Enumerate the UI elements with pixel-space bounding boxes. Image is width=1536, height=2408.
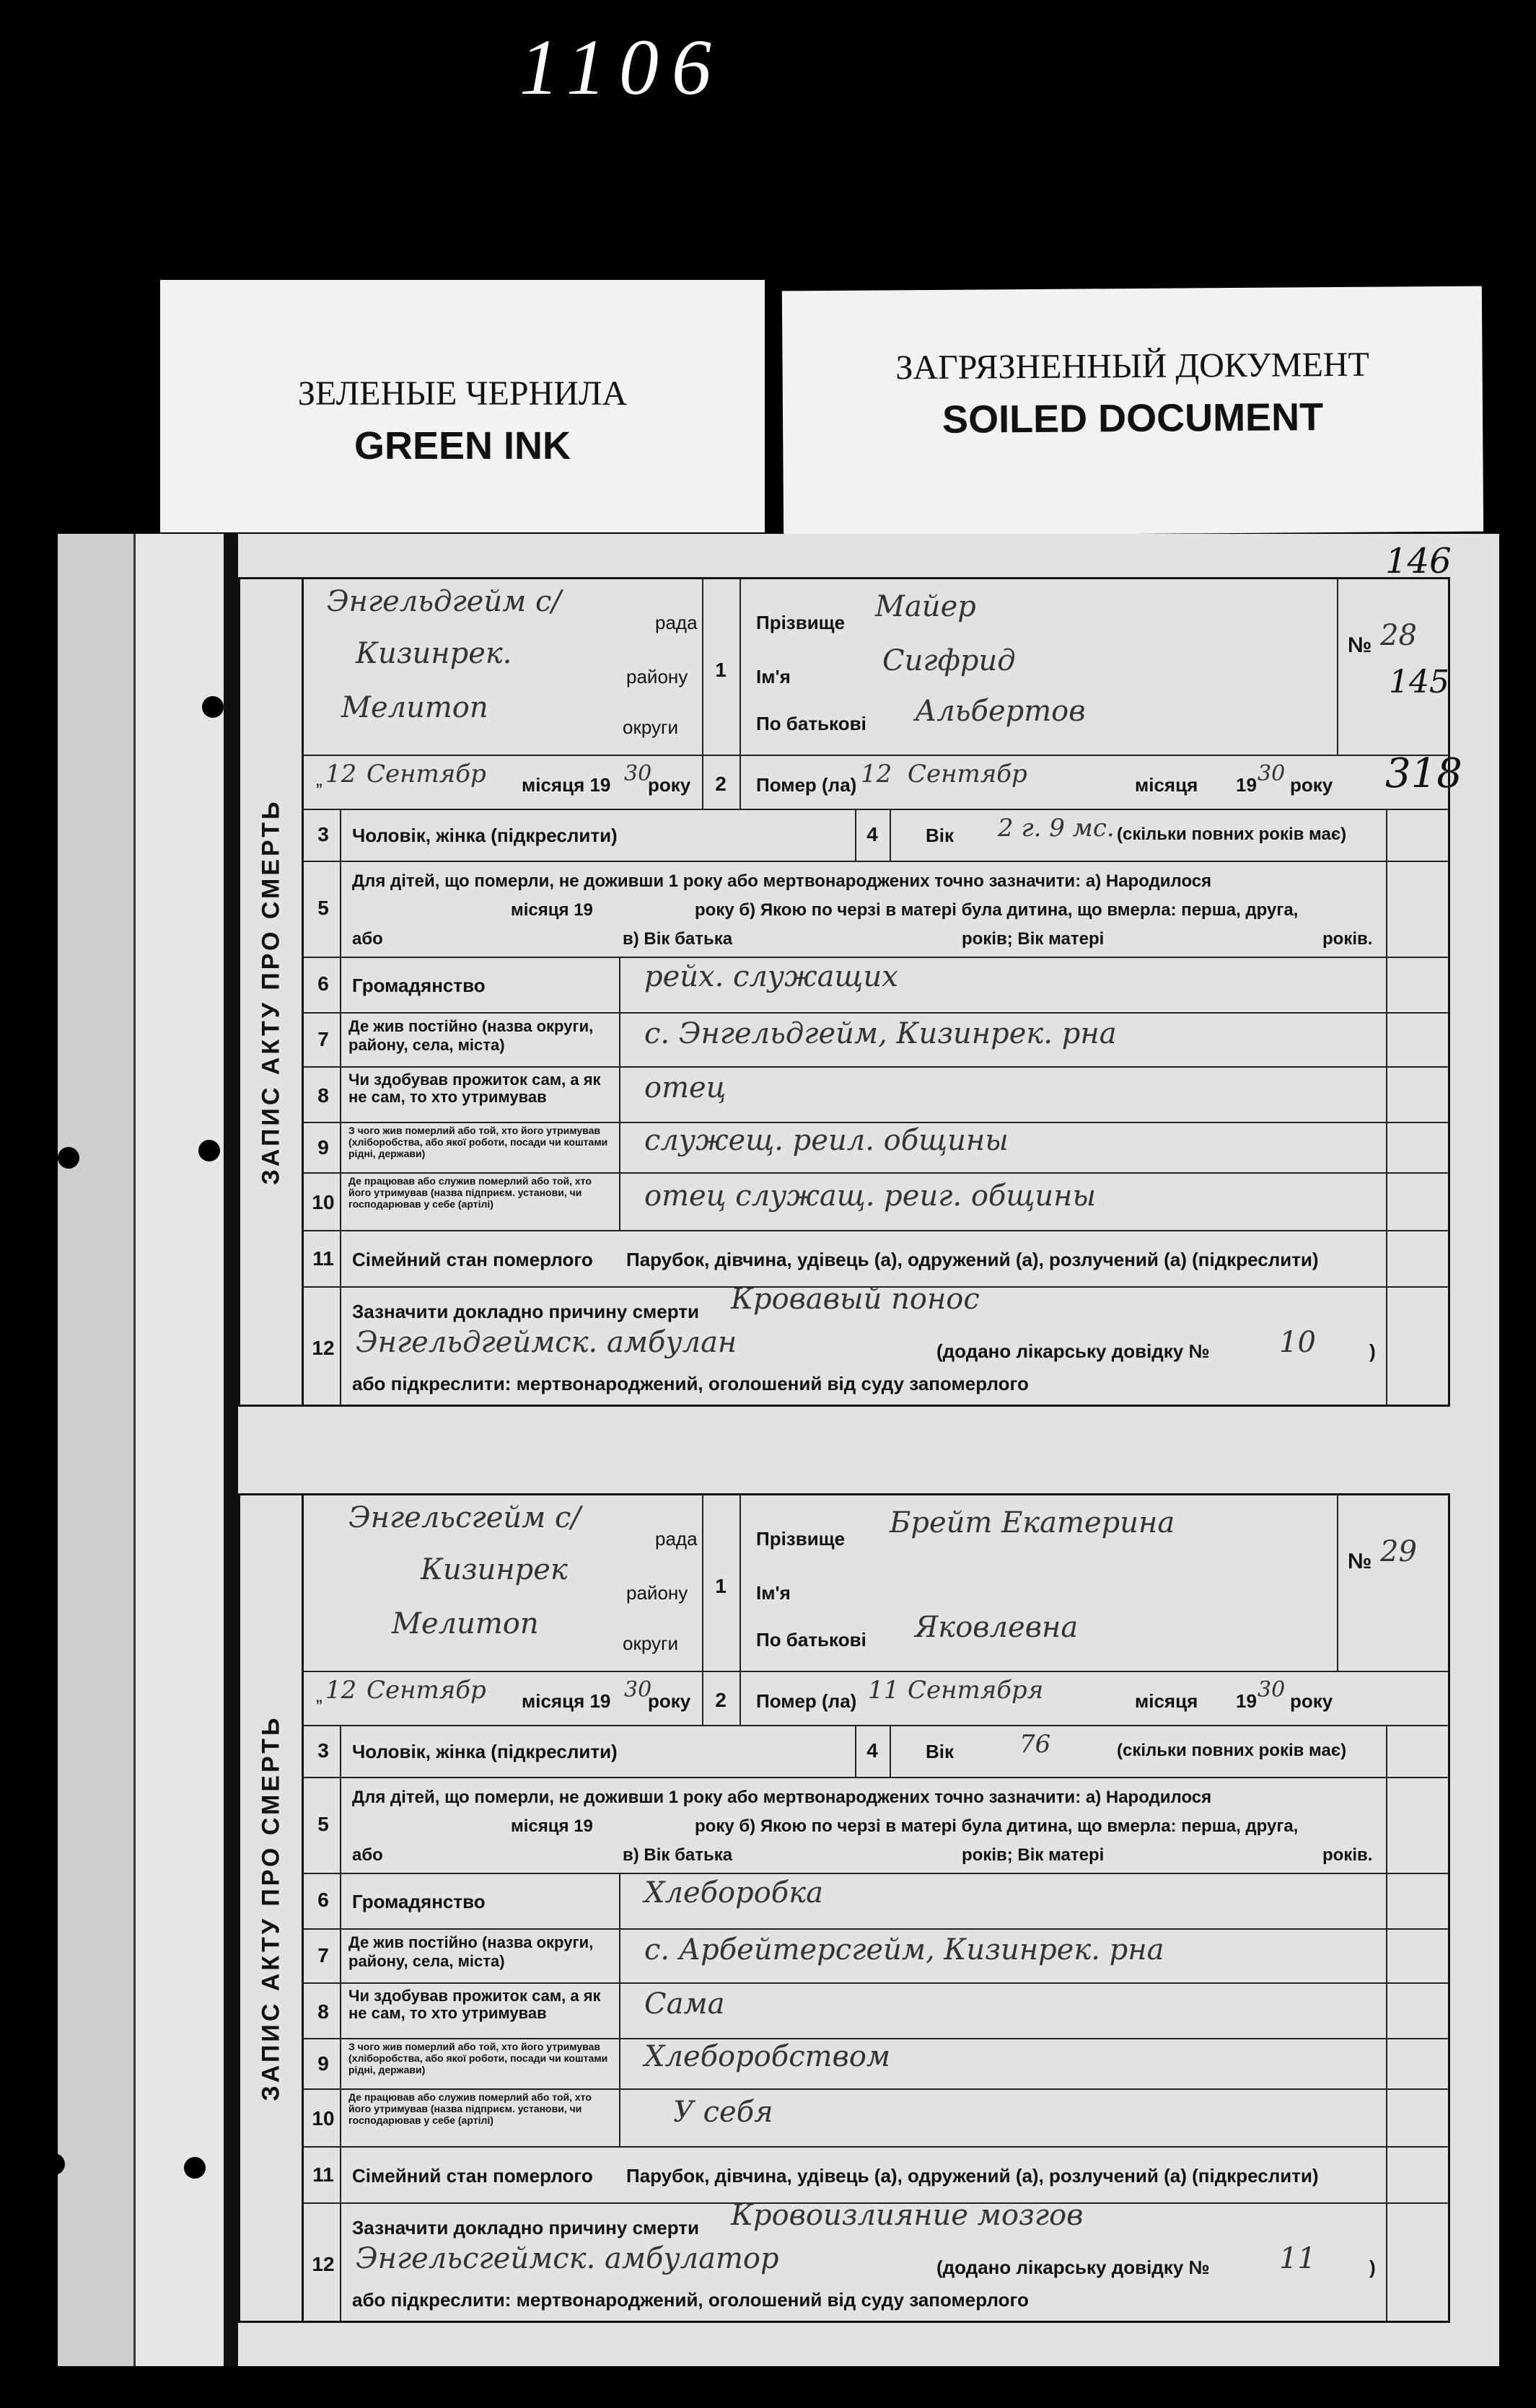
workplace-value: У себя <box>673 2096 773 2129</box>
punch-hole <box>184 2157 206 2179</box>
raion-value: Кизинрек. <box>356 637 512 670</box>
death-month: Сентября <box>908 1676 1044 1705</box>
livelihood-value: Сама <box>644 1987 725 2021</box>
children-note: Для дітей, що померли, не доживши 1 року або мертвонароджених точно зазначити: а) Народилося <box>352 871 1212 891</box>
surname-value: Брейт Екатерина <box>890 1506 1175 1539</box>
reg-year: 30 <box>624 1677 652 1702</box>
soiled-document-label <box>782 286 1483 537</box>
record-number-value: 29 <box>1380 1535 1417 1568</box>
record-side-title: ЗАПИС АКТУ ПРО СМЕРТЬ <box>240 1495 304 2321</box>
age-label: Вік <box>926 825 954 846</box>
soiled-ru: ЗАГРЯЗНЕННЫЙ ДОКУМЕНТ <box>895 345 1369 387</box>
binding-shadow <box>224 534 238 2366</box>
died-label: Помер (ла) <box>756 1690 857 1712</box>
death-year-label: року <box>1290 774 1333 796</box>
record-side-title: ЗАПИС АКТУ ПРО СМЕРТЬ <box>240 579 304 1405</box>
punch-hole <box>58 1147 79 1169</box>
green-ink-en: GREEN INK <box>354 424 571 467</box>
soiled-en: SOILED DOCUMENT <box>942 395 1324 441</box>
death-record-2: ЗАПИС АКТУ ПРО СМЕРТЬ Энгельсгейм с/ рада Кизинрек району Мелитоп округи 1 Прізвище Брейт Екатерина Ім'я По батькові Яковлевна № 29 „ 12 Сентябр місяця 19 30 року 2 Помер (ла) 11 Сентября місяця 19 30 року 3 Чоловік, жінка (підкреслити) 4 Вік 76 (скільки повних років має) 5 Для дітей, що померли, не доживши 1 року або мертвонароджених точно зазначити: а) Народилося місяця 19 року б) Якою по черзі в матері була дитина, що вмерла: перша, друга, або в) Вік батька років; Вік матері років. 6 Громадянство Хлеборобка 7 Де жив постійно (назва округи, району, села, міста) с. Арбейтерсгейм, Кизинрек. рна 8 Чи здобував прожиток сам, а як не сам, то хто утримував Сама 9 З чого жив померлий або той, хто його утримував (хліборобства, або якої роботи, посади чи коштами рідні, держави) Хлеборобством 10 Де працював або служив померлий або той, хто його утримував (назва підприєм. установи, чи господарював у себе (артілі) У себя 11 Сімейний стан померлого Парубок, дівчина, удівець (а), одружений (а), розлучений (а) (підкреслити) 12 Зазначити докладно причину смерти Кровоизлияние мозгов Энгельсгеймск. амбулатор (додано лікарську довідку № 11 ) або підкреслити: мертвонароджений, оголошений від суду запомерлого <box>238 1493 1450 2323</box>
patronymic-value: Яковлевна <box>915 1611 1079 1644</box>
reg-month: Сентябр <box>367 1676 486 1705</box>
green-ink-ru: ЗЕЛЕНЫЕ ЧЕРНИЛА <box>297 374 628 413</box>
punch-hole <box>198 1140 220 1161</box>
age-hint: (скільки повних років має) <box>1117 825 1347 844</box>
cause-value-2: Энгельдгеймск. амбулан <box>356 1326 737 1359</box>
binding-strip-outer <box>58 534 133 2366</box>
reg-day: 12 <box>325 760 357 788</box>
death-month-label: місяця <box>1135 774 1198 796</box>
rada-value: Энгельсгейм с/ <box>348 1501 581 1534</box>
cause-value: Кровоизлияние мозгов <box>731 2199 1084 2232</box>
citizenship-value: рейх. служащих <box>644 960 898 993</box>
source-value: Хлеборобством <box>644 2040 891 2073</box>
document-sheet <box>238 534 1499 2366</box>
raion-label: району <box>626 666 688 687</box>
residence-value: с. Энгельдгейм, Кизинрек. рна <box>644 1017 1117 1050</box>
row-num-3: 3 <box>317 823 329 845</box>
reg-month-label: місяця 19 <box>522 774 611 796</box>
raion-value: Кизинрек <box>421 1553 568 1586</box>
rada-label: рада <box>655 1528 698 1550</box>
livelihood-label: Чи здобував прожиток сам, а як не сам, то хто утримував <box>348 1071 601 1106</box>
row-num-1: 1 <box>715 659 727 681</box>
marital-options: Парубок, дівчина, удівець (а), одружений (а), розлучений (а) (підкреслити) <box>626 1249 1319 1270</box>
green-ink-label <box>160 280 765 532</box>
surname-value: Майер <box>875 590 976 623</box>
rada-label: рада <box>655 612 698 633</box>
death-day: 12 <box>861 760 892 788</box>
death-record-1: ЗАПИС АКТУ ПРО СМЕРТЬ Энгельдгейм с/ рада Кизинрек. району Мелитоп округи 1 Прізвище Майер Ім'я Сигфрид По батькові Альбертов № 28 „ 12 Сентябр місяця 19 30 року 2 Помер (ла) 12 Сентябр місяця 19 30 року 3 Чоловік, жінка (підкреслити) 4 Вік 2 г. 9 мс. (скільки повних років має) 5 Для дітей, що померли, не доживши 1 року або мертвонароджених точно зазначити: а) Народилося місяця 19 року б) Якою по черзі в матері була дитина, що вмерла: перша, друга, або в) Вік батька років; Вік матері років. 6 Громадянство рейх. служащих 7 Де жив постійно (назва округи, району, села, міста) с. Энгельдгейм, Кизинрек. рна 8 Чи здобував прожиток сам, а як не сам, то хто утримував отец 9 З чого жив померлий або той, хто його утримував (хліборобства, або якої роботи, посади чи коштами рідні, держави) служещ. реил. общины 10 Де працював або служив померлий або той, хто його утримував (назва підприєм. установи, чи господарював у себе (артілі) отец служащ. реиг. общины 11 Сімейний стан померлого Парубок, дівчина, удівець (а), одружений (а), розлучений (а) (підкреслити) 12 Зазначити докладно причину смерти Кровавый понос Энгельдгеймск. амбулан (додано лікарську довідку № 10 ) або підкреслити: мертвонароджений, оголошений від суду запомерлого <box>238 577 1450 1407</box>
record-number-label: № <box>1348 633 1372 657</box>
page-number-top: 146 <box>1385 541 1452 581</box>
cause-label: Зазначити докладно причину смерти <box>352 1301 699 1322</box>
residence-value: с. Арбейтерсгейм, Кизинрек. рна <box>644 1933 1164 1967</box>
age-value: 76 <box>1019 1730 1051 1759</box>
death-day: 11 <box>868 1676 900 1705</box>
okruh-label: округи <box>623 1633 679 1654</box>
stillborn-label: або підкреслити: мертвонароджений, оголошений від суду запомерлого <box>352 1373 1029 1394</box>
binding-strip-inner <box>133 534 226 2366</box>
patronymic-label: По батькові <box>756 713 866 734</box>
punch-hole <box>202 696 224 718</box>
citizenship-value: Хлеборобка <box>644 1876 823 1910</box>
page-number-second: 145 <box>1389 664 1449 700</box>
death-year: 30 <box>1258 1677 1286 1702</box>
reg-day: 12 <box>325 1676 357 1705</box>
reg-year-label: року <box>648 774 691 796</box>
name-label: Ім'я <box>756 1582 791 1604</box>
archive-number: 1106 <box>519 23 724 111</box>
rada-value: Энгельдгейм с/ <box>327 585 561 618</box>
okruh-label: округи <box>623 716 679 738</box>
reg-month: Сентябр <box>367 760 486 788</box>
workplace-value: отец служащ. реиг. общины <box>644 1179 1097 1213</box>
okruh-value: Мелитоп <box>341 691 488 724</box>
marital-label: Сімейний стан померлого <box>352 1249 593 1270</box>
row-num-4: 4 <box>866 823 878 845</box>
certificate-number: 10 <box>1279 1326 1316 1359</box>
surname-label: Прізвище <box>756 612 846 633</box>
source-label: З чого жив померлий або той, хто його утримував (хліборобства, або якої роботи, посади чи коштами рідні, держави) <box>348 1125 608 1159</box>
row-num-5: 5 <box>317 897 329 919</box>
record-number-label: № <box>1348 1550 1372 1573</box>
page-number-third: 318 <box>1385 750 1462 797</box>
cause-value: Кровавый понос <box>731 1283 980 1316</box>
patronymic-label: По батькові <box>756 1629 866 1651</box>
certificate-number: 11 <box>1279 2242 1316 2275</box>
workplace-label: Де працював або служив померлий або той, хто його утримував (назва підприєм. установи, чи господарював у себе (артілі) <box>348 1175 592 1210</box>
cause-value-2: Энгельсгеймск. амбулатор <box>356 2242 779 2275</box>
death-month: Сентябр <box>908 760 1027 788</box>
livelihood-value: отец <box>644 1071 727 1104</box>
row-num-2: 2 <box>715 773 727 795</box>
source-value: служещ. реил. общины <box>644 1124 1009 1157</box>
record-number-value: 28 <box>1380 619 1417 652</box>
certificate-label: (додано лікарську довідку № <box>936 1340 1210 1362</box>
name-label: Ім'я <box>756 666 791 687</box>
residence-label: Де жив постійно (назва округи, району, села, міста) <box>348 1017 594 1054</box>
gender-label: Чоловік, жінка (підкреслити) <box>352 825 618 846</box>
reg-year: 30 <box>624 761 652 786</box>
age-label: Вік <box>926 1741 954 1762</box>
age-hint: (скільки повних років має) <box>1117 1741 1347 1760</box>
name-value: Сигфрид <box>882 644 1016 677</box>
punch-hole <box>43 2153 65 2175</box>
died-label: Помер (ла) <box>756 774 857 796</box>
surname-label: Прізвище <box>756 1528 846 1550</box>
raion-label: району <box>626 1582 688 1604</box>
okruh-value: Мелитоп <box>392 1607 539 1640</box>
age-value: 2 г. 9 мс. <box>998 814 1115 843</box>
citizenship-label: Громадянство <box>352 975 486 996</box>
death-year: 30 <box>1258 761 1286 786</box>
patronymic-value: Альбертов <box>915 695 1086 728</box>
gender-label: Чоловік, жінка (підкреслити) <box>352 1741 618 1762</box>
